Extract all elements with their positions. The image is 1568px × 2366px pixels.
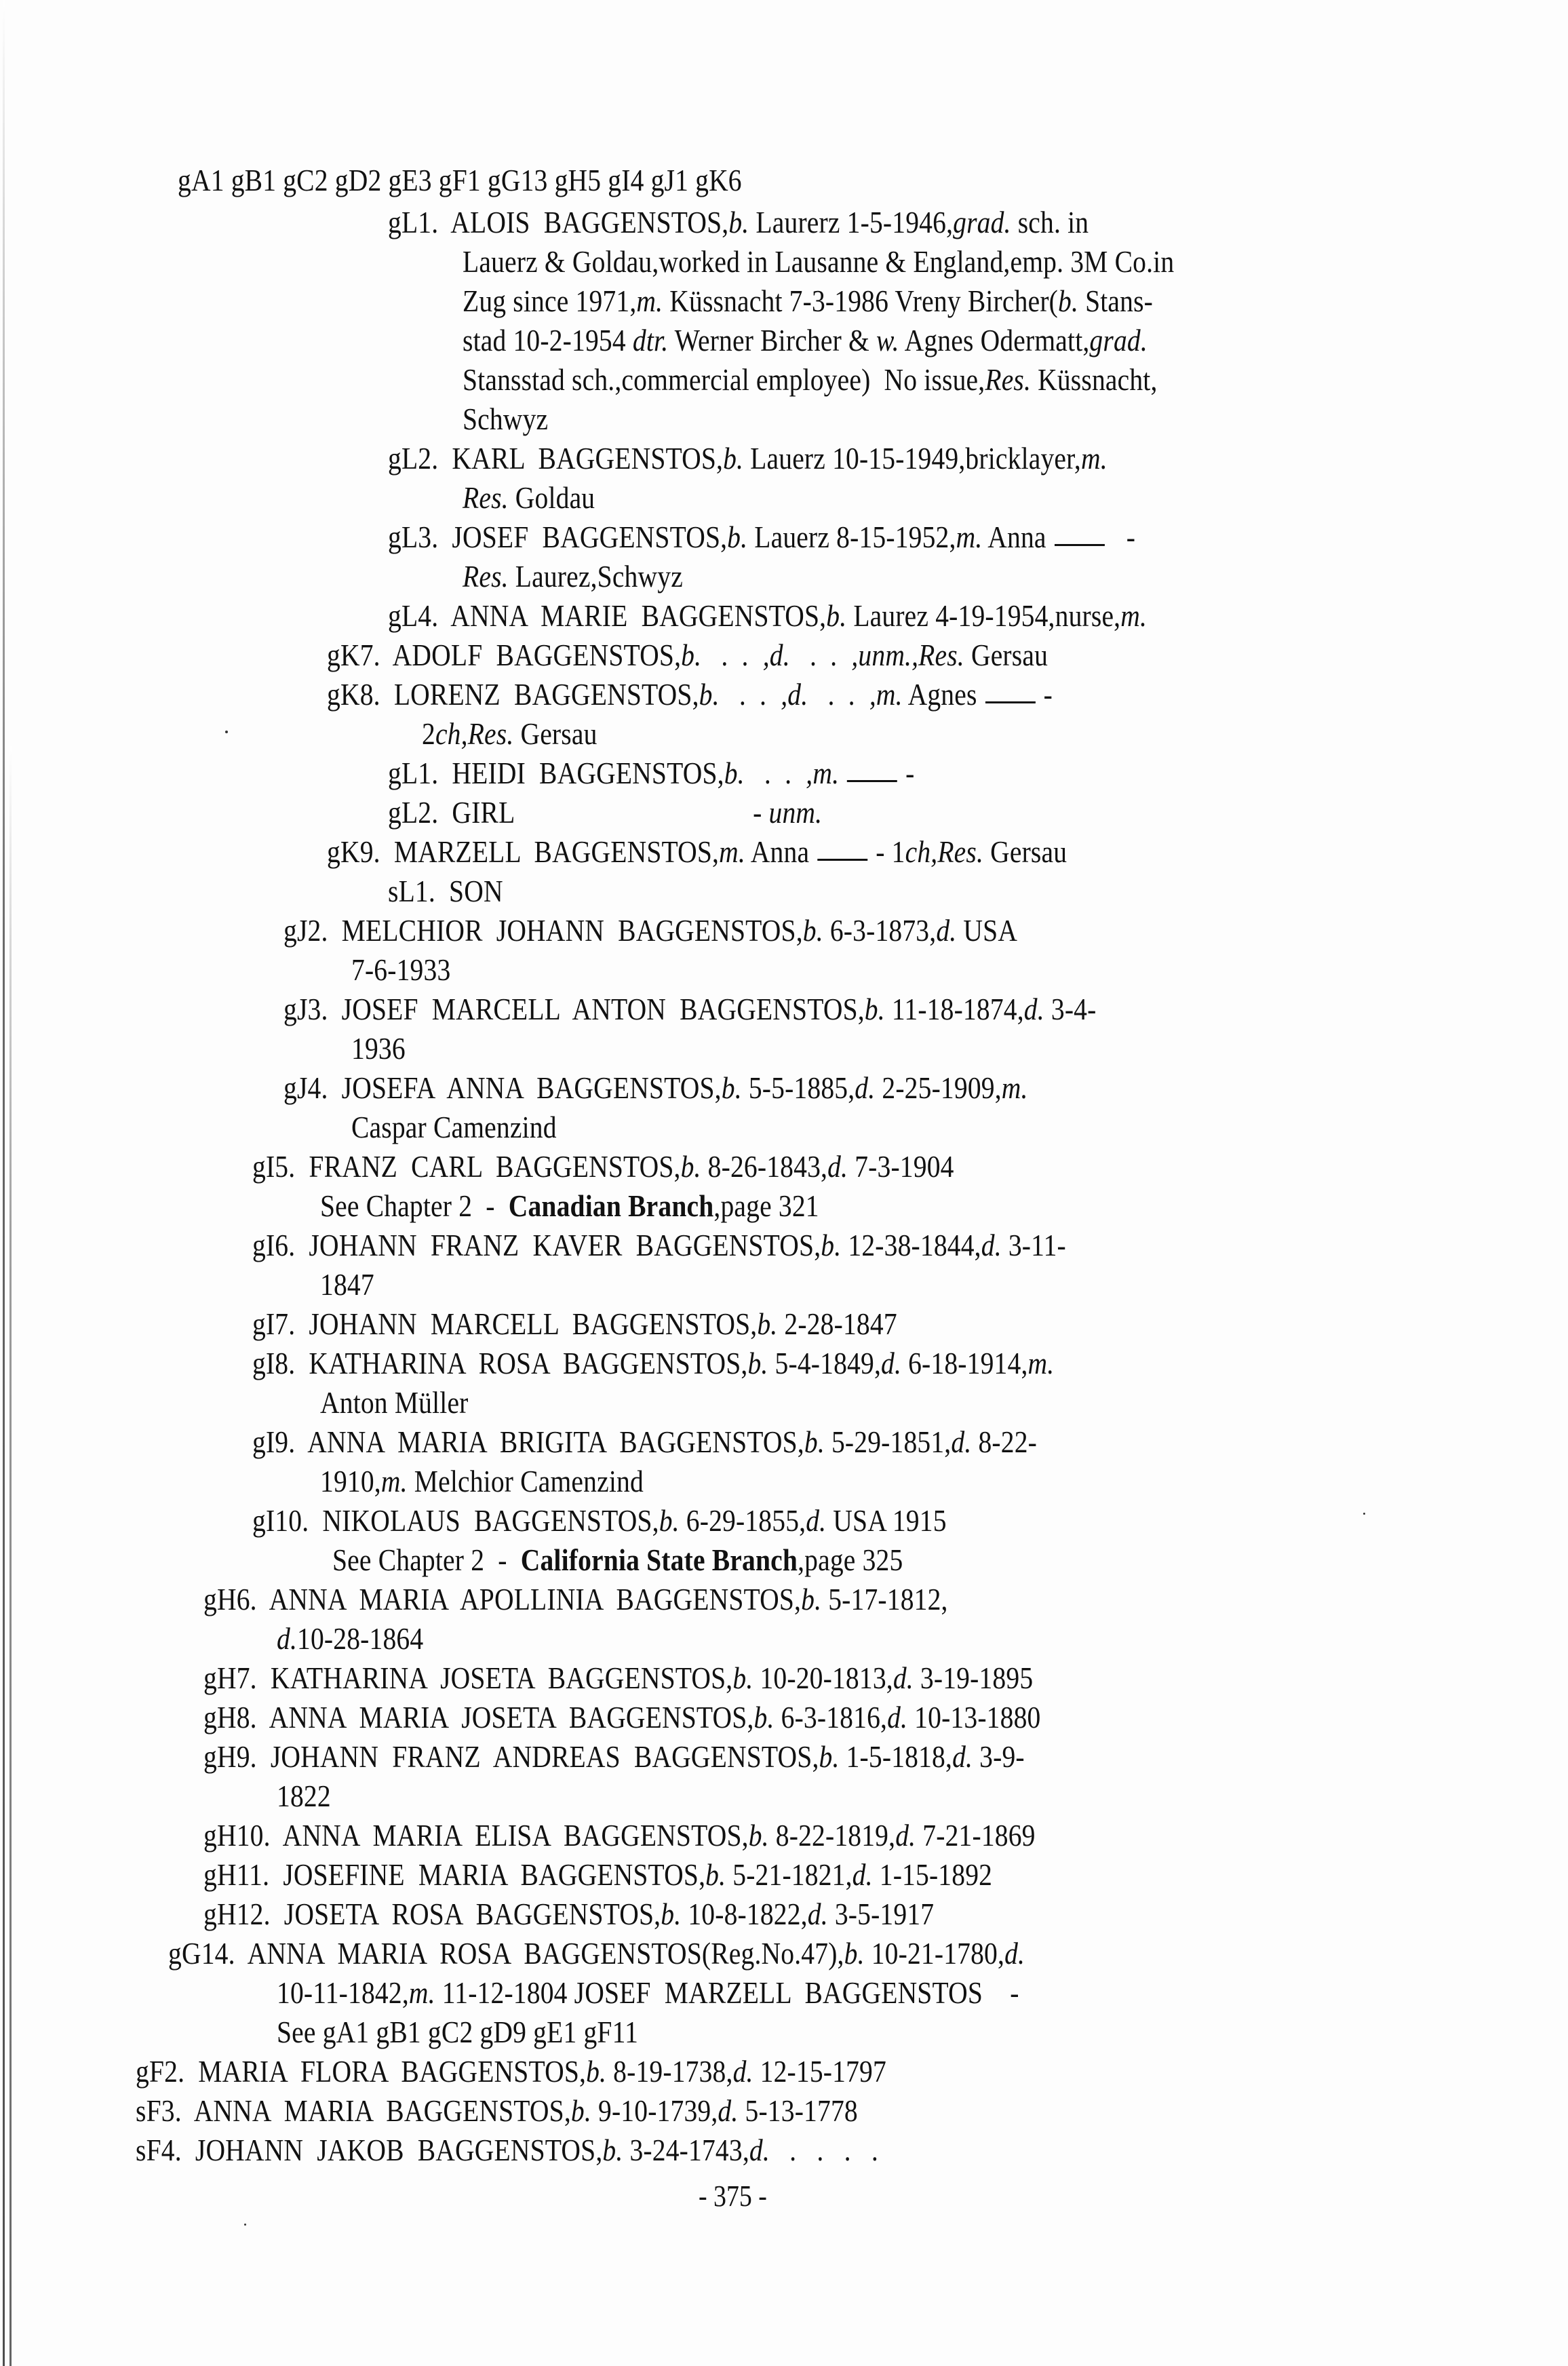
entry-line	[252, 1502, 947, 1540]
abbreviation-text: d.	[887, 1700, 908, 1734]
abbreviation-text: b.	[757, 1306, 778, 1341]
entry-text: gH9. JOHANN FRANZ ANDREAS BAGGENSTOS,	[203, 1739, 819, 1774]
entry-line	[136, 2092, 858, 2130]
entry-text: 5-29-1851,	[824, 1424, 952, 1459]
abbreviation-text: m.	[1120, 598, 1148, 633]
abbreviation-text: d.	[827, 1149, 848, 1184]
entry-text: USA 1915	[826, 1503, 947, 1538]
abbreviation-text: grad.	[1089, 323, 1148, 357]
entry-line	[388, 440, 1108, 478]
entry-text: 8-22-1819,	[768, 1818, 896, 1853]
entry-text: gI8. KATHARINA ROSA BAGGENSTOS,	[252, 1346, 748, 1380]
page-number: - 375 -	[699, 2179, 767, 2213]
entry-text: gL2. GIRL -	[388, 795, 769, 830]
abbreviation-text: b.	[748, 1818, 769, 1853]
entry-line	[463, 282, 1153, 320]
entry-line	[463, 400, 548, 438]
abbreviation-text: d.	[951, 1424, 972, 1459]
entry-text: 6-29-1855,	[679, 1503, 806, 1538]
entry-text: gL4. ANNA MARIE BAGGENSTOS,	[388, 598, 827, 633]
entry-text: Küssnacht,	[1031, 362, 1158, 397]
entry-text: 7-3-1904	[848, 1149, 954, 1184]
entry-line	[388, 754, 915, 792]
abbreviation-text: Res.	[985, 362, 1032, 397]
entry-line	[283, 912, 1017, 950]
abbreviation-text: b.	[864, 992, 885, 1026]
entry-line	[463, 558, 683, 596]
entry-text: See Chapter 2 -	[320, 1188, 509, 1223]
abbreviation-text: m.	[956, 520, 983, 554]
abbreviation-text: d.	[806, 1503, 827, 1538]
abbreviation-text: d.	[881, 1346, 902, 1380]
blank-name-line	[847, 780, 897, 782]
abbreviation-text: b.	[753, 1700, 775, 1734]
entry-text: 8-19-1738,	[606, 2054, 733, 2089]
entry-text: Stansstad sch.,commercial employee) No issue,	[463, 362, 985, 397]
abbreviation-text: b.	[659, 1503, 680, 1538]
entry-line	[422, 715, 597, 753]
entry-text: 6-18-1914,	[901, 1346, 1028, 1380]
branch-reference: California State Branch	[520, 1543, 798, 1577]
entry-line	[463, 322, 1148, 360]
entry-text: 3-9-	[973, 1739, 1025, 1774]
entry-text: - 1	[876, 834, 905, 869]
abbreviation-text: b.	[819, 1739, 840, 1774]
entry-text: gH12. JOSETA ROSA BAGGENSTOS,	[203, 1897, 661, 1931]
abbreviation-text: m.	[1001, 1070, 1028, 1105]
abbreviation-text: d.	[936, 913, 957, 948]
entry-line	[203, 1856, 992, 1894]
entry-text: 6-3-1816,	[774, 1700, 888, 1734]
abbreviation-text: grad.	[953, 205, 1011, 239]
entry-line	[203, 1895, 934, 1933]
entry-line	[388, 518, 1135, 556]
abbreviation-text: b.	[723, 441, 744, 476]
abbreviation-text: d.	[895, 1818, 916, 1853]
entry-text: gH6. ANNA MARIA APOLLINIA BAGGENSTOS,	[203, 1582, 802, 1616]
branch-reference: Canadian Branch	[508, 1188, 714, 1223]
entry-text: sL1. SON	[388, 874, 503, 908]
abbreviation-text: b. . . ,m.	[724, 756, 840, 790]
entry-line	[320, 1462, 644, 1500]
abbreviation-text: m.	[380, 1464, 408, 1498]
entry-text: gI9. ANNA MARIA BRIGITA BAGGENSTOS,	[252, 1424, 804, 1459]
lineage-header: gA1 gB1 gC2 gD2 gE3 gF1 gG13 gH5 gI4 gJ1 gK6	[178, 163, 742, 197]
abbreviation-text: d.	[855, 1070, 876, 1105]
abbreviation-text: b.	[680, 1149, 701, 1184]
entry-line	[351, 1108, 557, 1146]
abbreviation-text: d. . . . .	[749, 2133, 879, 2167]
entry-text: Agnes	[902, 677, 977, 712]
entry-text: gL3. JOSEF BAGGENSTOS,	[388, 520, 728, 554]
entry-line	[203, 1580, 948, 1618]
entry-line	[463, 479, 595, 517]
entry-text: gF2. MARIA FLORA BAGGENSTOS,	[136, 2054, 587, 2089]
entry-line	[388, 597, 1147, 635]
abbreviation-text: b.	[804, 1424, 825, 1459]
abbreviation-text: d.	[807, 1897, 828, 1931]
abbreviation-text: b.	[826, 598, 847, 633]
abbreviation-text: m.	[1080, 441, 1108, 476]
entry-text: 5-21-1821,	[726, 1857, 852, 1892]
abbreviation-text: d.	[852, 1857, 873, 1892]
entry-line	[320, 1187, 819, 1225]
abbreviation-text: m.	[1027, 1346, 1055, 1380]
abbreviation-text: b.	[705, 1857, 726, 1892]
entry-text: 3-24-1743,	[623, 2133, 749, 2167]
entry-text: gI10. NIKOLAUS BAGGENSTOS,	[252, 1503, 659, 1538]
entry-text: sch. in	[1011, 205, 1089, 239]
abbreviation-text: d.	[1004, 1936, 1025, 1971]
entry-text: 10-21-1780,	[864, 1936, 1005, 1971]
entry-text: gJ2. MELCHIOR JOHANN BAGGENSTOS,	[283, 913, 803, 948]
entry-text: 2	[422, 716, 435, 751]
entry-text: gL1. HEIDI BAGGENSTOS,	[388, 756, 724, 790]
abbreviation-text: b.	[801, 1582, 822, 1616]
abbreviation-text: d.	[1023, 992, 1044, 1026]
abbreviation-text: b.	[821, 1228, 842, 1262]
abbreviation-text: b.	[586, 2054, 607, 2089]
entry-line	[136, 2131, 879, 2169]
entry-text: Caspar Camenzind	[351, 1110, 557, 1144]
abbreviation-text: b.	[844, 1936, 865, 1971]
entry-text: 7-6-1933	[351, 952, 451, 987]
entry-text: -	[905, 756, 915, 790]
entry-text: gL2. KARL BAGGENSTOS,	[388, 441, 724, 476]
entry-text: stad 10-2-1954	[463, 323, 633, 357]
entry-text: 1-15-1892	[872, 1857, 993, 1892]
entry-text: 12-15-1797	[753, 2054, 886, 2089]
entry-text: Laurerz 1-5-1946,	[749, 205, 954, 239]
abbreviation-text: b.	[1058, 284, 1079, 318]
entry-text: 2-28-1847	[777, 1306, 897, 1341]
entry-line	[327, 833, 1067, 871]
entry-line	[203, 1659, 1033, 1697]
entry-line	[463, 361, 1158, 399]
scan-binding-shadow	[9, 746, 12, 2366]
abbreviation-text: dtr.	[632, 323, 669, 357]
entry-text: gK9. MARZELL BAGGENSTOS,	[327, 834, 720, 869]
entry-text: 3-11-	[1001, 1228, 1066, 1262]
entry-line	[327, 636, 1048, 674]
entry-text: 7-21-1869	[916, 1818, 1036, 1853]
abbreviation-text: b.	[602, 2133, 623, 2167]
entry-text: Schwyz	[463, 402, 549, 436]
entry-text: Lauerz 10-15-1949,bricklayer,	[743, 441, 1081, 476]
entry-text: gK7. ADOLF BAGGENSTOS,	[327, 638, 682, 672]
entry-line	[351, 1030, 406, 1068]
abbreviation-text: b.	[727, 520, 748, 554]
abbreviation-text: m.	[719, 834, 745, 869]
entry-line	[388, 203, 1089, 241]
scan-speck	[1363, 1513, 1365, 1515]
entry-text: Anton Müller	[320, 1385, 469, 1420]
entry-text: gG14. ANNA MARIA ROSA BAGGENSTOS(Reg.No.47),	[168, 1936, 844, 1971]
entry-text: 11-18-1874,	[884, 992, 1024, 1026]
entry-line	[252, 1148, 954, 1186]
entry-text: 8-26-1843,	[701, 1149, 828, 1184]
entry-text: Lauerz & Goldau,worked in Lausanne & England,emp. 3M Co.in	[463, 244, 1175, 279]
entry-text: sF4. JOHANN JAKOB BAGGENSTOS,	[136, 2133, 603, 2167]
abbreviation-text: b. . . ,d. . . ,m.	[699, 677, 903, 712]
entry-text: gI7. JOHANN MARCELL BAGGENSTOS,	[252, 1306, 758, 1341]
abbreviation-text: d.	[732, 2054, 753, 2089]
entry-text: gJ3. JOSEF MARCELL ANTON BAGGENSTOS,	[283, 992, 865, 1026]
entry-text: 10-13-1880	[907, 1700, 1041, 1734]
entry-text: 1822	[277, 1779, 331, 1813]
entry-text: Laurez,Schwyz	[508, 559, 683, 594]
entry-text: gI5. FRANZ CARL BAGGENSTOS,	[252, 1149, 681, 1184]
entry-text: Werner Bircher &	[668, 323, 877, 357]
entry-text: 5-4-1849,	[768, 1346, 882, 1380]
entry-line	[351, 951, 450, 989]
entry-line	[277, 1777, 331, 1815]
abbreviation-text: ch,Res.	[905, 834, 984, 869]
scan-speck	[244, 2224, 246, 2226]
blank-name-line	[985, 701, 1036, 703]
abbreviation-text: b.	[747, 1346, 768, 1380]
abbreviation-text: b.	[728, 205, 749, 239]
entry-text: 3-5-1917	[827, 1897, 935, 1931]
entry-line	[388, 872, 503, 910]
abbreviation-text: b.	[721, 1070, 742, 1105]
abbreviation-text: Res.	[463, 480, 509, 515]
entry-line	[277, 2013, 638, 2051]
entry-text: 2-25-1909,	[875, 1070, 1002, 1105]
abbreviation-text: unm.	[768, 795, 823, 830]
entry-text: Stans-	[1078, 284, 1154, 318]
entry-text: gH10. ANNA MARIA ELISA BAGGENSTOS,	[203, 1818, 749, 1853]
entry-text: gL1. ALOIS BAGGENSTOS,	[388, 205, 729, 239]
abbreviation-text: b.	[661, 1897, 682, 1931]
entry-text: 3-19-1895	[913, 1661, 1034, 1695]
entry-line	[277, 1620, 423, 1658]
entry-text: See gA1 gB1 gC2 gD9 gE1 gF11	[277, 2015, 639, 2049]
abbreviation-text: b. . . ,d. . . ,unm.,Res.	[681, 638, 964, 672]
entry-text: Goldau	[508, 480, 595, 515]
entry-text: gJ4. JOSEFA ANNA BAGGENSTOS,	[283, 1070, 722, 1105]
abbreviation-text: d.	[981, 1228, 1002, 1262]
entry-text: 9-10-1739,	[591, 2093, 718, 2128]
abbreviation-text: d.	[893, 1661, 914, 1695]
entry-text: 11-12-1804 JOSEF MARZELL BAGGENSTOS -	[435, 1975, 1019, 2010]
entry-line	[277, 1974, 1019, 2012]
entry-text: Lauerz 8-15-1952,	[747, 520, 956, 554]
entry-text: sF3. ANNA MARIA BAGGENSTOS,	[136, 2093, 571, 2128]
entry-text: 5-5-1885,	[741, 1070, 855, 1105]
entry-text: 10-28-1864	[297, 1621, 424, 1656]
entry-text: Anna	[982, 520, 1046, 554]
entry-text: 5-13-1778	[738, 2093, 858, 2128]
entry-line	[332, 1541, 903, 1579]
entry-text: 1847	[320, 1267, 374, 1302]
abbreviation-text: b.	[570, 2093, 591, 2128]
entry-text: 12-38-1844,	[841, 1228, 981, 1262]
blank-name-line	[1055, 544, 1105, 546]
entry-line	[252, 1423, 1037, 1461]
abbreviation-text: m.	[408, 1975, 435, 2010]
entry-line	[283, 1069, 1028, 1107]
entry-text: gH7. KATHARINA JOSETA BAGGENSTOS,	[203, 1661, 733, 1695]
scan-speck	[225, 731, 228, 733]
abbreviation-text: w.	[876, 323, 899, 357]
entry-line	[388, 794, 822, 832]
entry-line	[203, 1738, 1025, 1776]
entry-line	[252, 1344, 1054, 1382]
entry-text: gK8. LORENZ BAGGENSTOS,	[327, 677, 699, 712]
entry-text: 1-5-1818,	[839, 1739, 953, 1774]
entry-line	[252, 1226, 1066, 1264]
entry-line	[203, 1817, 1036, 1855]
entry-text: gI6. JOHANN FRANZ KAVER BAGGENSTOS,	[252, 1228, 821, 1262]
entry-line	[327, 676, 1053, 714]
entry-text: Gersau	[964, 638, 1048, 672]
entry-text: -	[1043, 677, 1053, 712]
entry-line	[320, 1384, 469, 1422]
entry-text: gH11. JOSEFINE MARIA BAGGENSTOS,	[203, 1857, 706, 1892]
abbreviation-text: d.	[952, 1739, 973, 1774]
entry-text: 1910,	[320, 1464, 381, 1498]
entry-text: Laurez 4-19-1954,nurse,	[846, 598, 1121, 633]
entry-text: Zug since 1971,	[463, 284, 637, 318]
entry-text: 10-11-1842,	[277, 1975, 409, 2010]
entry-line	[320, 1266, 374, 1304]
entry-line	[252, 1305, 897, 1343]
entry-text: Melchior Camenzind	[407, 1464, 644, 1498]
entry-text: 8-22-	[971, 1424, 1038, 1459]
entry-text: Gersau	[983, 834, 1067, 869]
entry-line	[463, 243, 1174, 281]
entry-line	[136, 2053, 886, 2091]
abbreviation-text: d.	[718, 2093, 739, 2128]
entry-text: 5-17-1812,	[821, 1582, 948, 1616]
entry-text: 3-4-	[1044, 992, 1097, 1026]
abbreviation-text: b.	[732, 1661, 753, 1695]
entry-text: ,page 321	[713, 1188, 819, 1223]
entry-text: 10-8-1822,	[681, 1897, 808, 1931]
entry-text: Gersau	[513, 716, 597, 751]
entry-text: 1936	[351, 1031, 406, 1066]
entry-text: 6-3-1873,	[823, 913, 937, 948]
abbreviation-text: Res.	[463, 559, 509, 594]
entry-text: Küssnacht 7-3-1986 Vreny Bircher(	[663, 284, 1059, 318]
entry-text: ,page 325	[798, 1543, 903, 1577]
abbreviation-text: ch,Res.	[435, 716, 514, 751]
entry-line	[283, 990, 1096, 1028]
entry-line	[168, 1935, 1025, 1973]
entry-text: USA	[956, 913, 1018, 948]
entry-text: -	[1112, 520, 1136, 554]
abbreviation-text: b.	[802, 913, 823, 948]
entry-text: Agnes Odermatt,	[899, 323, 1090, 357]
abbreviation-text: d.	[277, 1621, 298, 1656]
entry-text: 10-20-1813,	[753, 1661, 893, 1695]
entry-text: Anna	[745, 834, 810, 869]
blank-name-line	[817, 859, 867, 861]
entry-text: gH8. ANNA MARIA JOSETA BAGGENSTOS,	[203, 1700, 754, 1734]
entry-line	[203, 1699, 1040, 1737]
scan-binding-edge	[3, 0, 5, 2366]
abbreviation-text: m.	[636, 284, 663, 318]
entry-text: See Chapter 2 -	[332, 1543, 521, 1577]
